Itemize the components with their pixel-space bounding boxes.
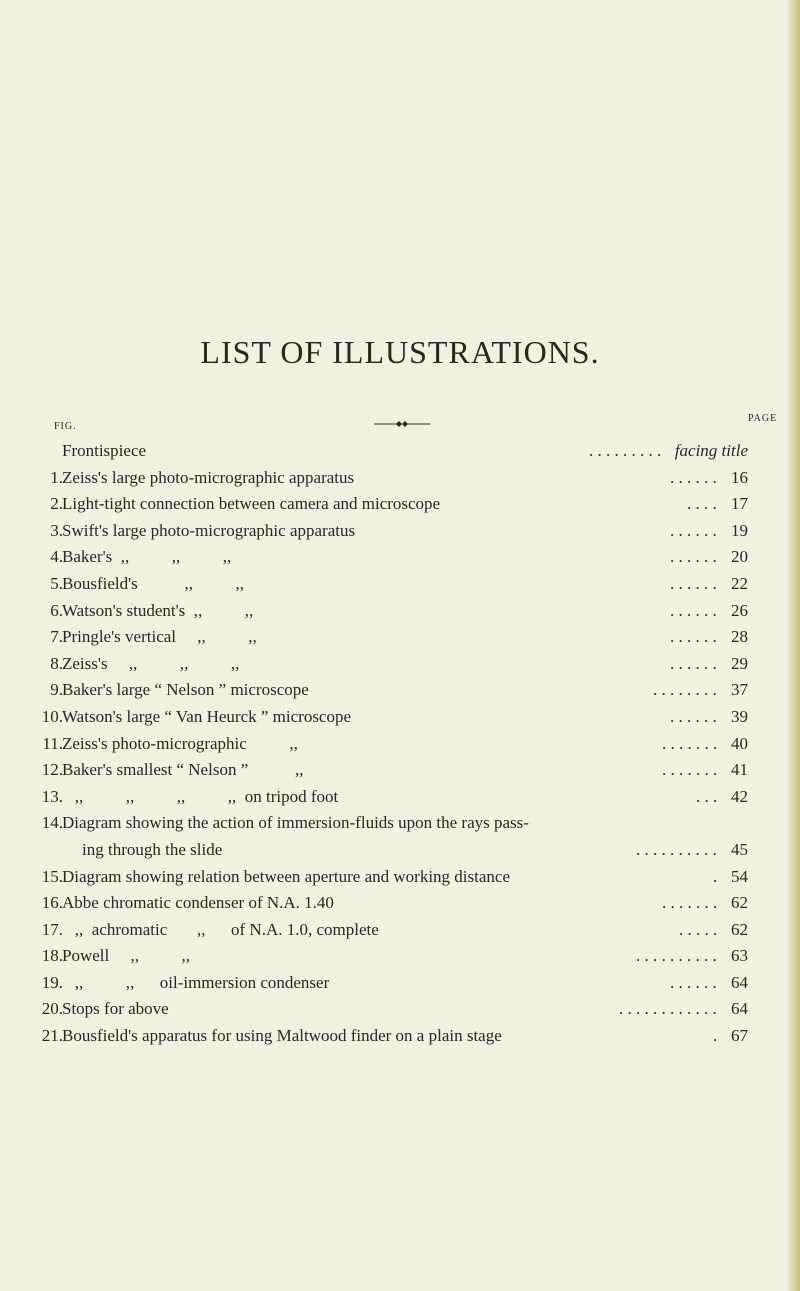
figure-number: 4.	[50, 547, 63, 567]
fig-column-header: FIG.	[54, 421, 77, 432]
leader-dots: . . . . .	[679, 919, 718, 939]
leader-dots: . . . . . .	[670, 653, 717, 673]
illustration-title: Baker's large “ Nelson ” microscope	[62, 680, 309, 700]
figure-number: 21.	[41, 1026, 63, 1046]
illustration-title: Abbe chromatic condenser of N.A. 1.40	[62, 893, 334, 913]
leader-dots: . . . . . . .	[662, 760, 718, 780]
page-number: 22	[731, 573, 748, 593]
figure-number: 20.	[41, 999, 63, 1019]
leader-dots: . . . . . .	[670, 706, 717, 726]
illustration-title: Zeiss's ,, ,, ,,	[62, 653, 240, 673]
figure-number: 1.	[50, 467, 63, 487]
leader-dots: . . . . . .	[670, 467, 717, 487]
illustration-title: ing through the slide	[82, 839, 223, 859]
leader-dots: . . . . . . .	[662, 733, 718, 753]
list-item	[0, 970, 800, 997]
leader-dots: . . . . . . . . . .	[636, 839, 717, 859]
figure-number: 9.	[50, 680, 63, 700]
page-number: 42	[731, 786, 748, 806]
illustration-title: Light-tight connection between camera and microscope	[62, 494, 441, 514]
page-number: 40	[731, 733, 748, 753]
figure-number: 16.	[41, 893, 63, 913]
illustration-title: Swift's large photo-micrographic apparatus	[62, 520, 356, 540]
list-item	[0, 864, 800, 891]
figure-number: 17.	[41, 919, 63, 939]
illustration-title: Zeiss's large photo-micrographic apparatus	[62, 467, 355, 487]
list-item	[0, 624, 800, 651]
list-item	[0, 810, 800, 837]
page-number: 64	[731, 999, 748, 1019]
page-number: 37	[731, 680, 748, 700]
list-item	[0, 651, 800, 678]
illustrations-list	[0, 438, 800, 1050]
illustration-title: Watson's student's ,, ,,	[62, 600, 254, 620]
page-number: 39	[731, 706, 748, 726]
page-number: 64	[731, 972, 748, 992]
illustration-title: Bousfield's apparatus for using Maltwood finder on a plain stage	[62, 1026, 502, 1046]
page-title: LIST OF ILLUSTRATIONS.	[200, 334, 600, 370]
figure-number: 10.	[41, 706, 63, 726]
illustration-title: Zeiss's photo-micrographic ,,	[62, 733, 298, 753]
list-item	[0, 544, 800, 571]
illustration-title: Pringle's vertical ,, ,,	[62, 627, 257, 647]
figure-number: 14.	[41, 813, 63, 833]
figure-number: 7.	[50, 627, 63, 647]
page-number: 45	[731, 839, 748, 859]
page-number: 67	[731, 1026, 748, 1046]
list-item	[0, 704, 800, 731]
list-item	[0, 996, 800, 1023]
figure-number: 18.	[41, 946, 63, 966]
illustration-title: Baker's ,, ,, ,,	[62, 547, 232, 567]
leader-dots: . . . .	[687, 494, 717, 514]
figure-number: 3.	[50, 520, 63, 540]
figure-number: 12.	[41, 760, 63, 780]
page-number: 28	[731, 627, 748, 647]
leader-dots: . . . . . . . . .	[589, 441, 662, 460]
page-number: 26	[731, 600, 748, 620]
leader-dots: .	[713, 866, 718, 886]
figure-number: 11.	[42, 733, 63, 753]
leader-dots: . . .	[696, 786, 718, 806]
page-number: facing title	[674, 441, 748, 460]
list-item	[0, 890, 800, 917]
page-number: 63	[731, 946, 748, 966]
illustration-title: Diagram showing the action of immersion-fluids upon the rays pass-	[62, 813, 529, 833]
leader-dots: . . . . . . .	[662, 893, 718, 913]
leader-dots: . . . . . .	[670, 547, 717, 567]
figure-number: 2.	[50, 494, 63, 514]
figure-number: 5.	[50, 573, 63, 593]
list-item	[0, 571, 800, 598]
figure-number: 6.	[50, 600, 63, 620]
list-item	[0, 731, 800, 758]
list-item	[0, 677, 800, 704]
list-item	[0, 784, 800, 811]
list-item	[0, 438, 800, 465]
illustration-title: Frontispiece	[62, 441, 147, 460]
figure-number: 13.	[41, 786, 63, 806]
page-number: 62	[731, 919, 748, 939]
list-item	[0, 943, 800, 970]
list-item	[0, 1023, 800, 1050]
list-item	[0, 917, 800, 944]
list-item	[0, 518, 800, 545]
page-number: 54	[731, 866, 748, 886]
illustration-title: Baker's smallest “ Nelson ” ,,	[62, 760, 304, 780]
list-item	[0, 598, 800, 625]
illustration-title: ,, ,, ,, ,, on tripod foot	[62, 786, 339, 806]
figure-number: 8.	[50, 653, 63, 673]
page-number: 19	[731, 520, 748, 540]
leader-dots: . . . . . .	[670, 573, 717, 593]
list-item	[0, 465, 800, 492]
illustration-title: Bousfield's ,, ,,	[62, 573, 245, 593]
divider-ornament	[372, 418, 432, 430]
page-number: 20	[731, 547, 748, 567]
leader-dots: . . . . . . . . . .	[636, 946, 717, 966]
page-column-header: PAGE	[748, 413, 778, 424]
page-number: 41	[731, 760, 748, 780]
list-item	[0, 491, 800, 518]
leader-dots: . . . . . .	[670, 600, 717, 620]
page-number: 29	[731, 653, 748, 673]
leader-dots: . . . . . .	[670, 627, 717, 647]
page-number: 17	[731, 494, 748, 514]
illustration-title: ,, ,, oil-immersion condenser	[62, 972, 330, 992]
figure-number: 15.	[41, 866, 63, 886]
list-item	[0, 837, 800, 864]
leader-dots: .	[713, 1026, 718, 1046]
illustration-title: Powell ,, ,,	[62, 946, 190, 966]
illustration-title: Stops for above	[62, 999, 169, 1019]
leader-dots: . . . . . .	[670, 520, 717, 540]
figure-number: 19.	[41, 972, 63, 992]
page-number: 62	[731, 893, 748, 913]
page-number: 16	[731, 467, 748, 487]
leader-dots: . . . . . . . .	[653, 680, 717, 700]
leader-dots: . . . . . . . . . . . .	[619, 999, 717, 1019]
leader-dots: . . . . . .	[670, 972, 717, 992]
illustration-title: Diagram showing relation between aperture and working distance	[62, 866, 510, 886]
list-item	[0, 757, 800, 784]
illustration-title: Watson's large “ Van Heurck ” microscope	[62, 706, 352, 726]
illustration-title: ,, achromatic ,, of N.A. 1.0, complete	[62, 919, 379, 939]
